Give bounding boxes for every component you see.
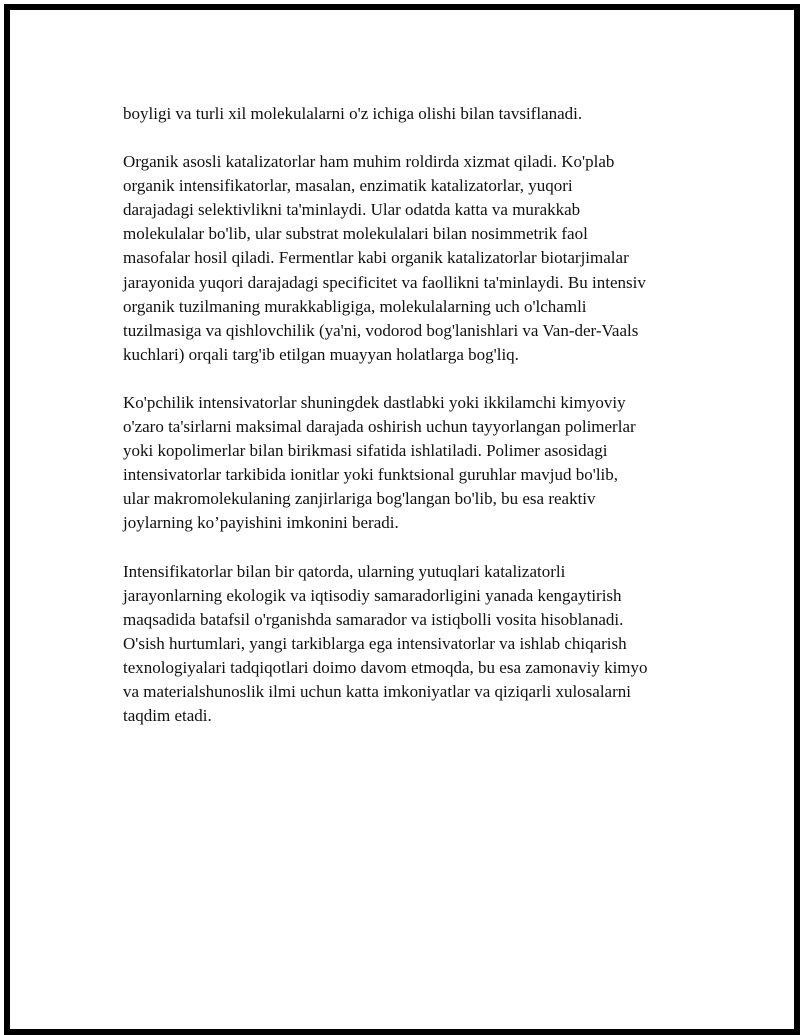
text-line: masofalar hosil qiladi. Fermentlar kabi organik katalizatorlar biotarjimalar: [123, 248, 629, 268]
text-line: texnologiyalari tadqiqotlari doimo davom etmoqda, bu esa zamonaviy kimyo: [123, 657, 648, 677]
text-line: jarayonlarning ekologik va iqtisodiy samaradorligini yanada kengaytirish: [123, 585, 622, 605]
text-line: Organik asosli katalizatorlar ham muhim roldirda xizmat qiladi. Ko'plab: [123, 152, 615, 172]
page-frame: [4, 4, 800, 1035]
paragraph-1: [123, 102, 703, 126]
text-line: Intensifikatorlar bilan bir qatorda, ularning yutuqlari katalizatorli: [123, 561, 566, 581]
text-line: joylarning ko’payishini imkonini beradi.: [123, 513, 399, 533]
text-line: organik intensifikatorlar, masalan, enzimatik katalizatorlar, yuqori: [123, 176, 573, 196]
paragraph-2: [123, 150, 703, 367]
text-line: maqsadida batafsil o'rganishda samarador va istiqbolli vosita hisoblanadi.: [123, 609, 624, 629]
text-line: taqdim etadi.: [123, 706, 212, 726]
text-line: kuchlari) orqali targ'ib etilgan muayyan holatlarga bog'liq.: [123, 344, 519, 364]
paragraph-4: [123, 560, 703, 729]
document-body: [123, 102, 703, 752]
text-line: tuzilmasiga va qishlovchilik (ya'ni, vodorod bog'lanishlari va Van-der-Vaals: [123, 320, 639, 340]
text-line: darajadagi selektivlikni ta'minlaydi. Ular odatda katta va murakkab: [123, 200, 581, 220]
text-line: O'sish hurtumlari, yangi tarkiblarga ega intensivatorlar va ishlab chiqarish: [123, 633, 627, 653]
text-line: Ko'pchilik intensivatorlar shuningdek dastlabki yoki ikkilamchi kimyoviy: [123, 392, 626, 412]
text-line: ular makromolekulaning zanjirlariga bog'langan bo'lib, bu esa reaktiv: [123, 489, 596, 509]
text-line: jarayonida yuqori darajadagi specificitet va faollikni ta'minlaydi. Bu intensiv: [123, 272, 646, 292]
paragraph-3: [123, 391, 703, 536]
text-line: yoki kopolimerlar bilan birikmasi sifatida ishlatiladi. Polimer asosidagi: [123, 441, 608, 461]
text-line: boyligi va turli xil molekulalarni o'z ichiga olishi bilan tavsiflanadi.: [123, 104, 583, 123]
text-line: organik tuzilmaning murakkabligiga, molekulalarning uch o'lchamli: [123, 296, 587, 316]
text-line: intensivatorlar tarkibida ionitlar yoki funktsional guruhlar mavjud bo'lib,: [123, 465, 619, 485]
text-line: molekulalar bo'lib, ular substrat molekulalari bilan nosimmetrik faol: [123, 224, 588, 244]
text-line: va materialshunoslik ilmi uchun katta imkoniyatlar va qiziqarli xulosalarni: [123, 681, 631, 701]
text-line: o'zaro ta'sirlarni maksimal darajada oshirish uchun tayyorlangan polimerlar: [123, 417, 636, 437]
